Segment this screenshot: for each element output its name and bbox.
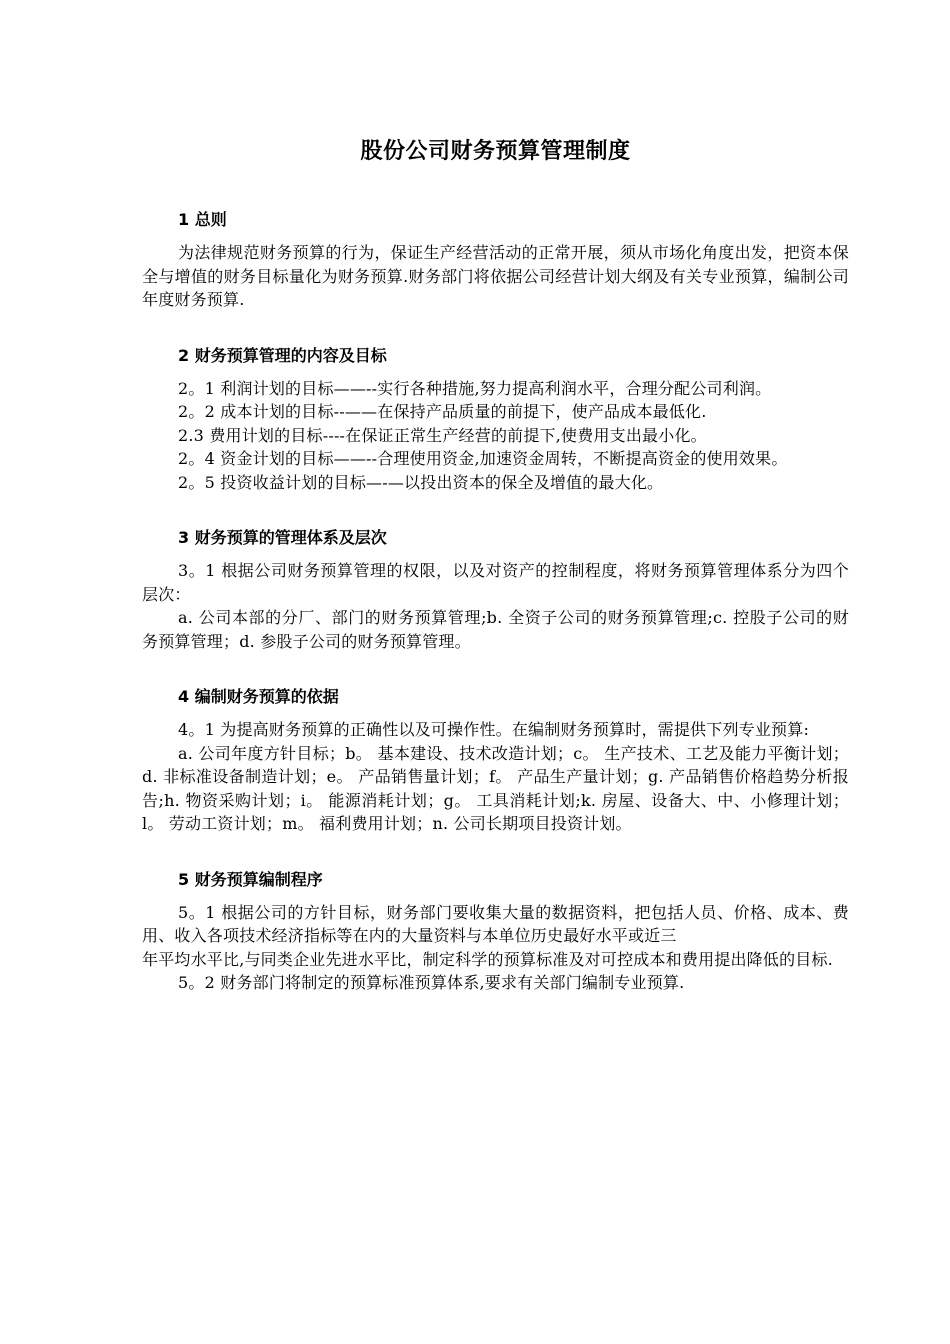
paragraph: 5。1 根据公司的方针目标，财务部门要收集大量的数据资料，把包括人员、价格、成本、费用、收入各项技术经济指标等在内的大量资料与本单位历史最好水平或近三 xyxy=(142,902,849,945)
paragraph: 2。5 投资收益计划的目标—-—以投出资本的保全及增值的最大化。 xyxy=(178,472,664,492)
section-general xyxy=(142,208,849,312)
paragraph: 2。2 成本计划的目标--——在保持产品质量的前提下，使产品成本最低化. xyxy=(178,402,707,421)
section-compilation-procedure xyxy=(142,868,849,995)
section-management-system xyxy=(142,526,849,653)
section-heading: 5 财务预算编制程序 xyxy=(178,869,323,889)
section-heading: 4 编制财务预算的依据 xyxy=(178,687,339,706)
section-budget-basis xyxy=(142,685,849,836)
document-page xyxy=(142,0,849,995)
paragraph: 3。1 根据公司财务预算管理的权限，以及对资产的控制程度，将财务预算管理体系分为四个层次： xyxy=(142,561,849,604)
paragraph: 2。4 资金计划的目标——--合理使用资金,加速资金周转，不断提高资金的使用效果。 xyxy=(178,449,788,468)
paragraph: 4。1 为提高财务预算的正确性以及可操作性。在编制财务预算时，需提供下列专业预算: xyxy=(178,720,810,739)
paragraph: 2.3 费用计划的目标----在保证正常生产经营的前提下,使费用支出最小化。 xyxy=(178,425,707,445)
section-heading: 3 财务预算的管理体系及层次 xyxy=(178,528,387,547)
paragraph: 5。2 财务部门将制定的预算标准预算体系,要求有关部门编制专业预算. xyxy=(178,973,685,992)
document-title: 股份公司财务预算管理制度 xyxy=(360,139,631,164)
section-heading: 1 总则 xyxy=(178,210,227,229)
section-content-and-goals xyxy=(142,344,849,495)
paragraph: 为法律规范财务预算的行为，保证生产经营活动的正常开展，须从市场化角度出发，把资本保全与增值的财务目标量化为财务预算.财务部门将依据公司经营计划大纲及有关专业预算，编制公司年度财务预算. xyxy=(142,243,849,309)
section-heading: 2 财务预算管理的内容及目标 xyxy=(178,345,387,365)
paragraph: a. 公司年度方针目标；b。 基本建设、技术改造计划；c。 生产技术、工艺及能力平衡计划；d. 非标准设备制造计划；e。 产品销售量计划；f。 产品生产量计划；g. 产品销售价格趋势分析报告;h. 物资采购计划；i。 能源消耗计划；g。 工具消耗计划;k. 房屋、设备大、中、小修理计划；l。 劳动工资计划；m。 福利费用计划；n. 公司长期项目投资计划。 xyxy=(142,743,849,833)
paragraph: a. 公司本部的分厂、部门的财务预算管理;b. 全资子公司的财务预算管理;c. 控股子公司的财务预算管理；d. 参股子公司的财务预算管理。 xyxy=(142,608,849,651)
paragraph: 2。1 利润计划的目标——--实行各种措施,努力提高利润水平，合理分配公司利润。 xyxy=(178,378,772,398)
paragraph: 年平均水平比,与同类企业先进水平比，制定科学的预算标准及对可控成本和费用提出降低的目标. xyxy=(142,949,833,969)
